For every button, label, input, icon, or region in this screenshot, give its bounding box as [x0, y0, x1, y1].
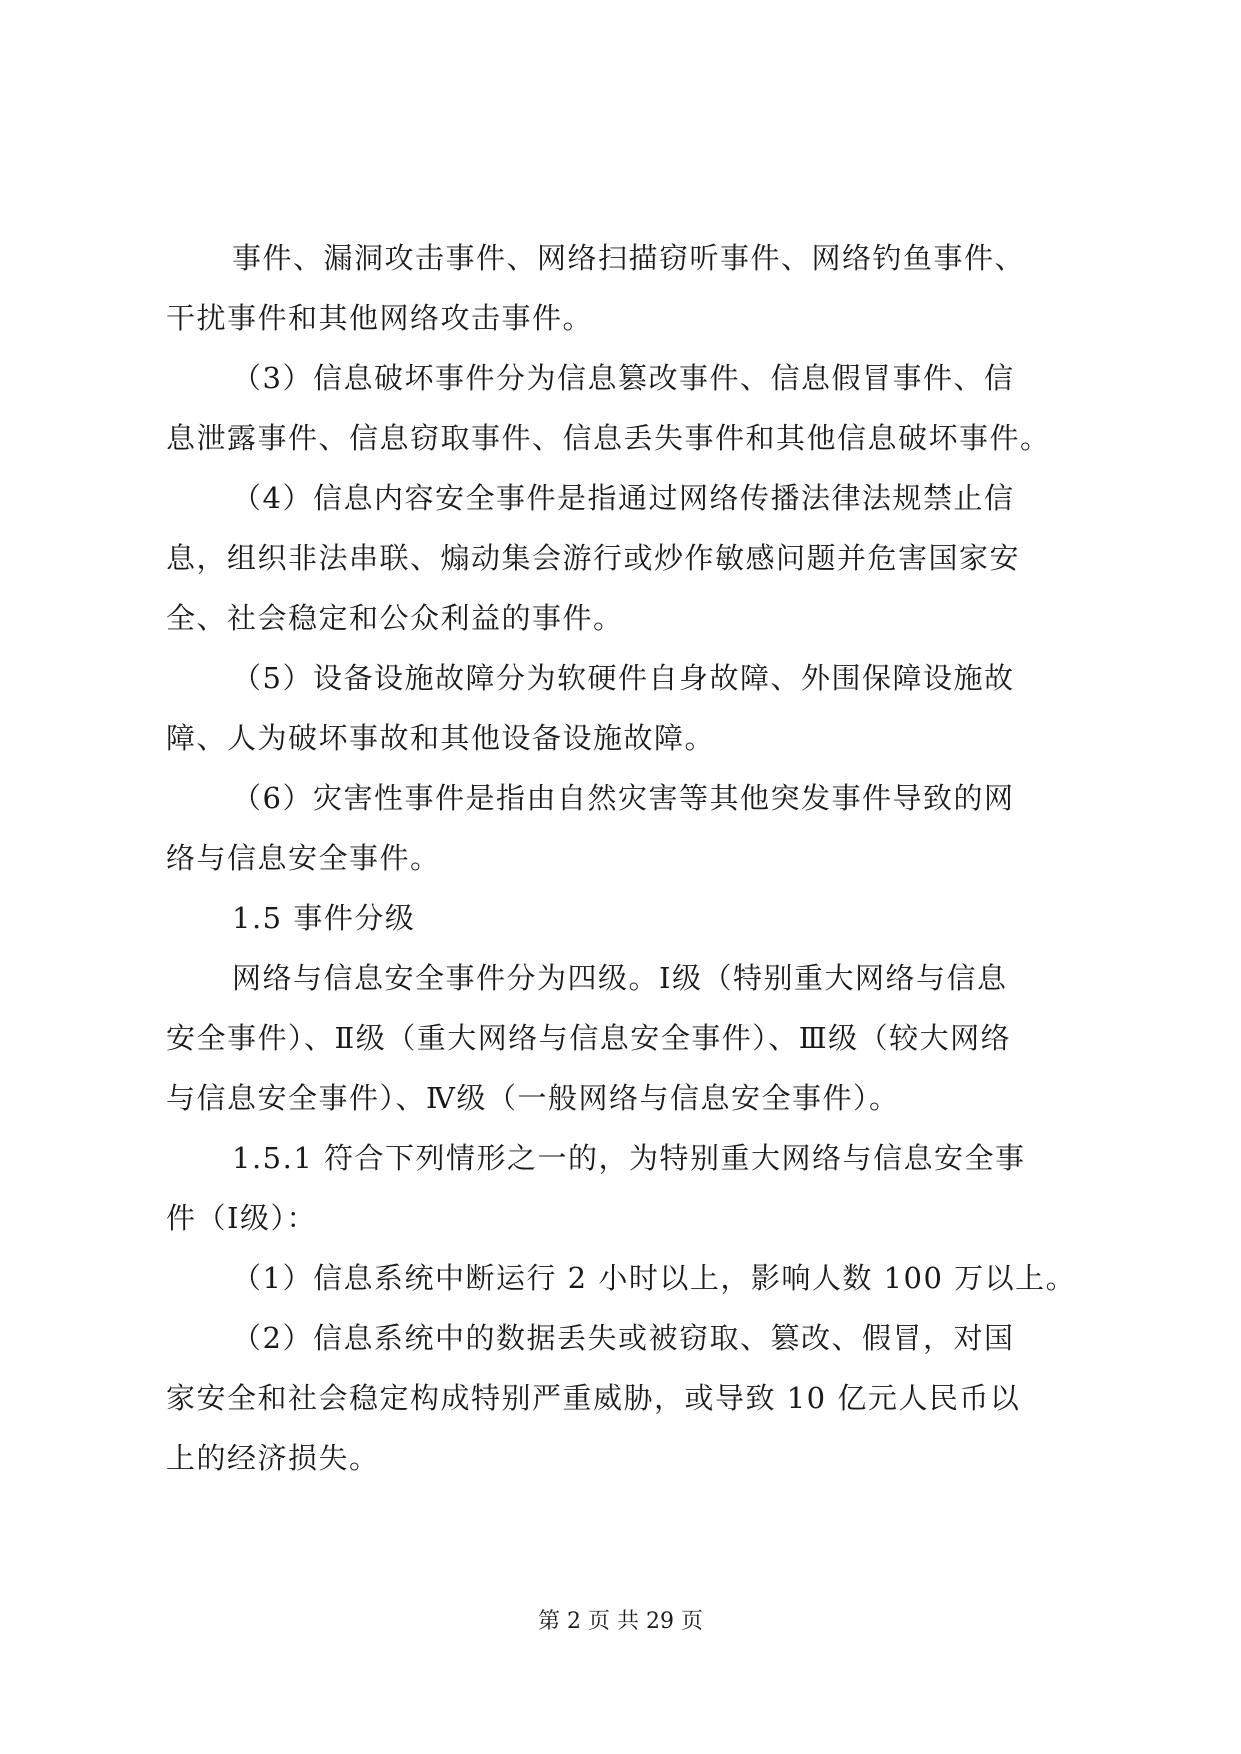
section-heading: 1.5 事件分级 [232, 901, 416, 935]
text-line: 与信息安全事件）、Ⅳ级（一般网络与信息安全事件）。 [166, 1081, 900, 1115]
page-footer [0, 1607, 1241, 1637]
text-line: 上的经济损失。 [166, 1441, 380, 1475]
text-line: 息，组织非法串联、煽动集会游行或炒作敏感问题并危害国家安 [166, 541, 1021, 575]
text-line: （1）信息系统中断运行 2 小时以上，影响人数 100 万以上。 [232, 1261, 1077, 1295]
text-line: 息泄露事件、信息窃取事件、信息丢失事件和其他信息破坏事件。 [166, 421, 1051, 455]
text-line: （3）信息破坏事件分为信息篡改事件、信息假冒事件、信 [232, 361, 1015, 395]
page-number: 第 2 页 共 29 页 [538, 1609, 703, 1634]
text-line: 事件、漏洞攻击事件、网络扫描窃听事件、网络钓鱼事件、 [232, 241, 1026, 275]
text-line: 障、人为破坏事故和其他设备设施故障。 [166, 721, 716, 755]
text-line: 安全事件）、Ⅱ级（重大网络与信息安全事件）、Ⅲ级（较大网络 [166, 1021, 1012, 1055]
text-line: （4）信息内容安全事件是指通过网络传播法律法规禁止信 [232, 481, 1015, 515]
text-line: 件（Ⅰ级）： [166, 1201, 317, 1235]
text-line: 网络与信息安全事件分为四级。Ⅰ级（特别重大网络与信息 [232, 961, 1008, 995]
text-line: 干扰事件和其他网络攻击事件。 [166, 301, 594, 335]
body-text [166, 228, 1084, 1488]
text-line: 全、社会稳定和公众利益的事件。 [166, 601, 624, 635]
text-line: 络与信息安全事件。 [166, 841, 441, 875]
text-line: （6）灾害性事件是指由自然灾害等其他突发事件导致的网 [232, 781, 1015, 815]
text-line: （2）信息系统中的数据丢失或被窃取、篡改、假冒，对国 [232, 1321, 1015, 1355]
text-line: 1.5.1 符合下列情形之一的，为特别重大网络与信息安全事 [232, 1141, 1026, 1175]
text-line: （5）设备设施故障分为软硬件自身故障、外围保障设施故 [232, 661, 1015, 695]
text-line: 家安全和社会稳定构成特别严重威胁，或导致 10 亿元人民币以 [166, 1381, 1021, 1415]
